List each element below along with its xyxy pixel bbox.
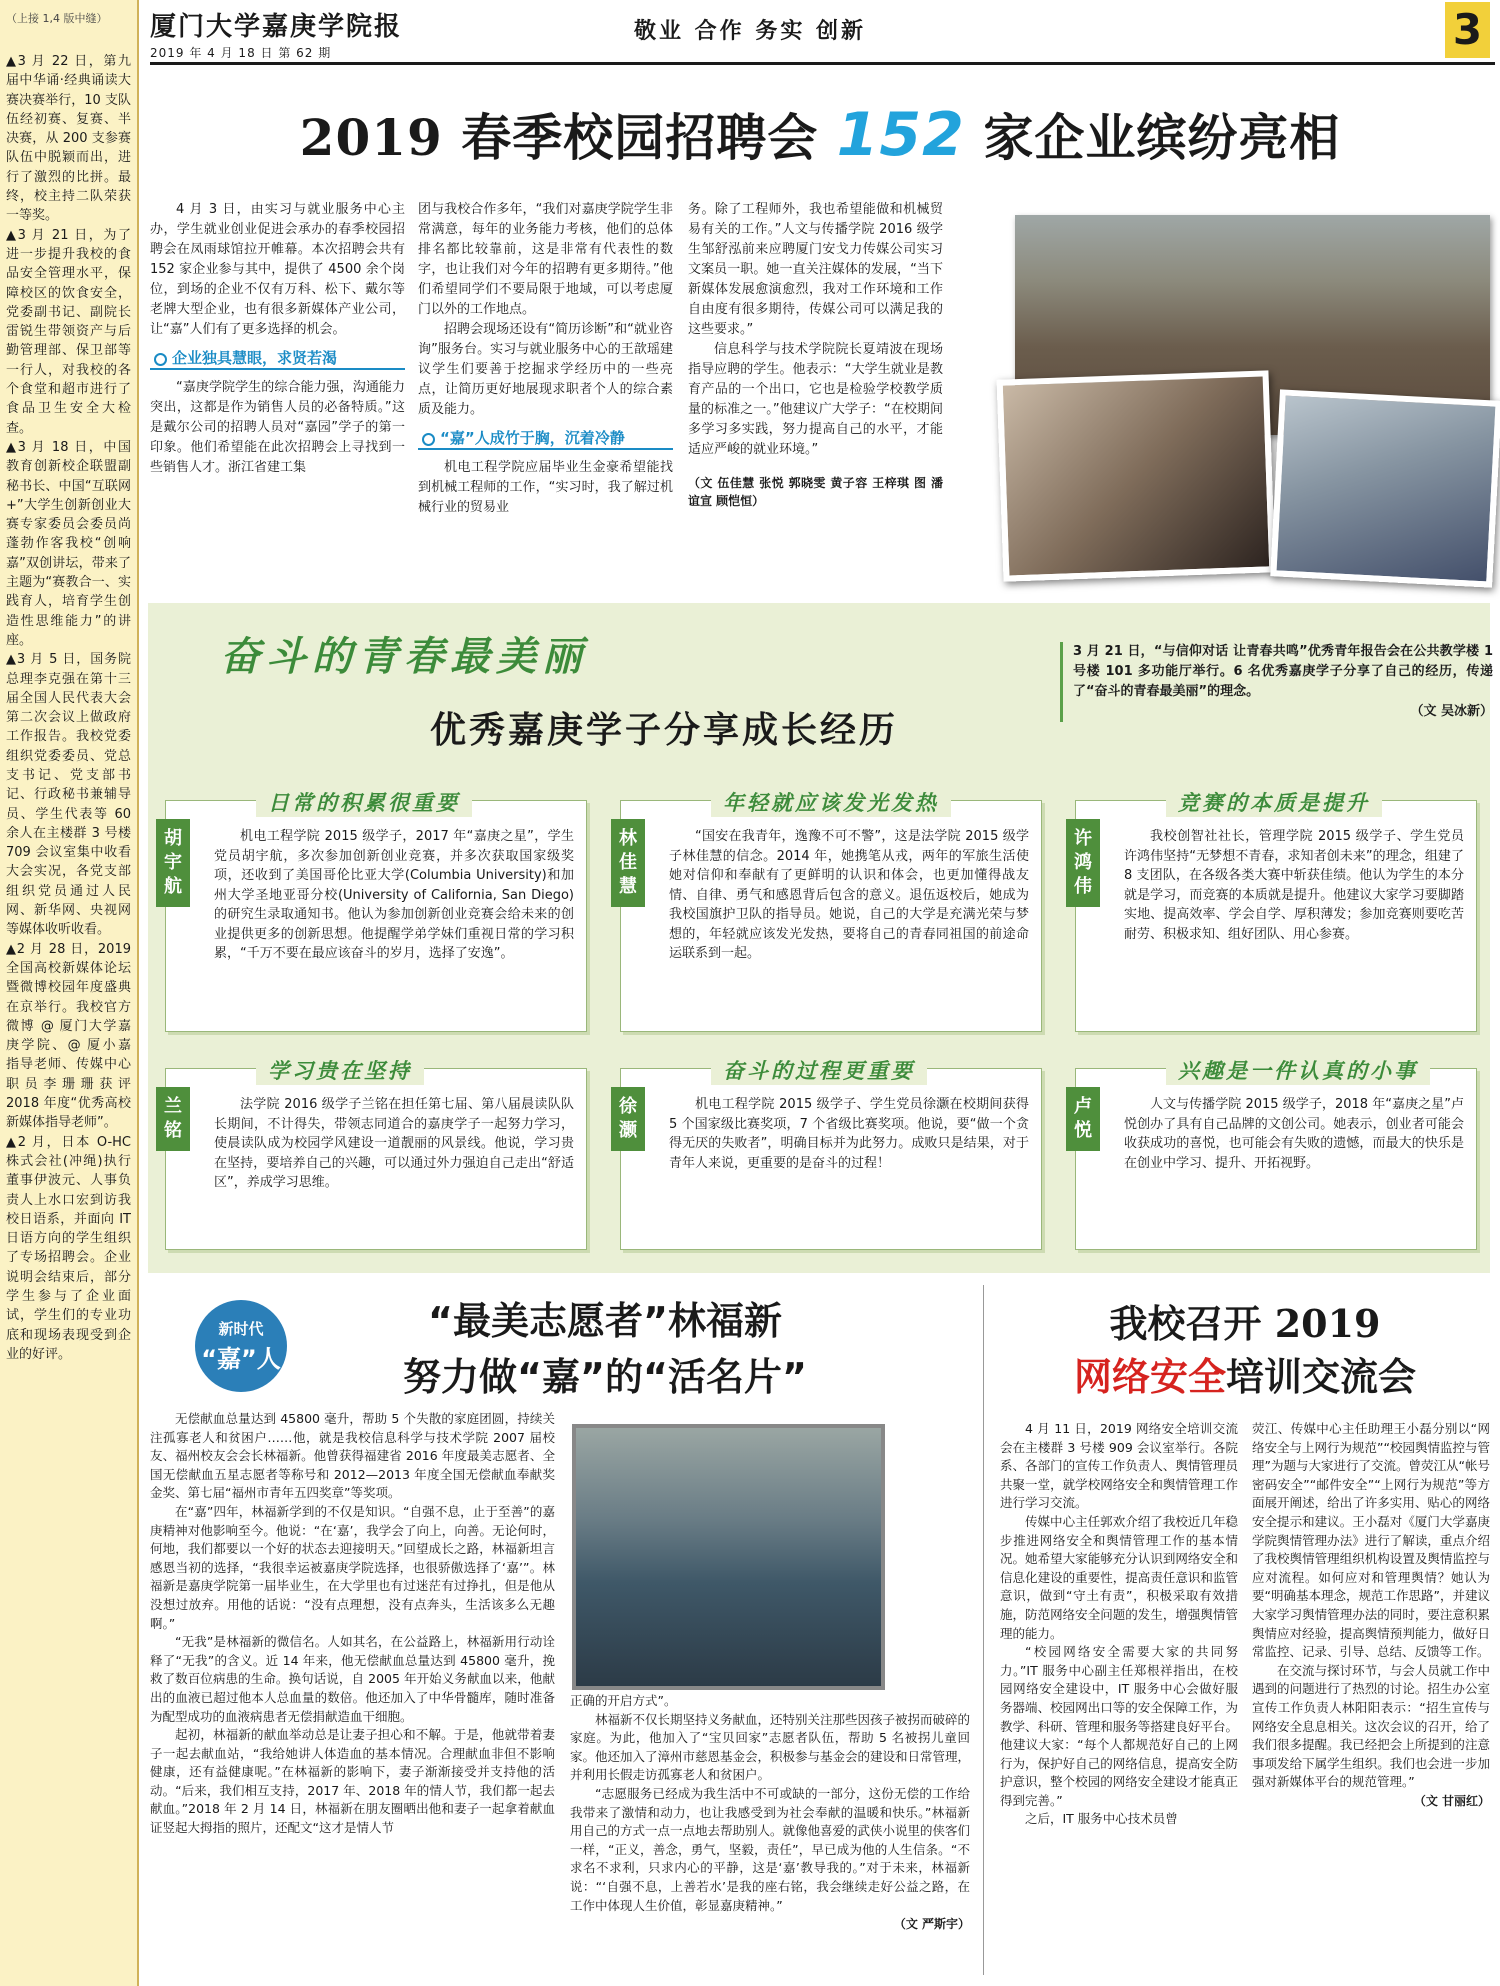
column-divider [983, 1285, 984, 1975]
brief-item: ▲3 月 21 日，为了进一步提升我校的食品安全管理水平，保障校区的饮食安全，党委副书记、副院长雷锐生带领资产与后勤管理部、保卫部等一行人，对我校的各个食堂和超市进行了食品卫生安全大检查。 [6, 227, 131, 436]
article-paragraph: 在“嘉”四年，林福新学到的不仅是知识。“自强不息，止于至善”的嘉庚精神对他影响至今。他说：“在‘嘉’，我学会了向上，向善。无论何时，何地，我们都要以一个好的状态去迎接明天。”回望成长之路，林福新坦言感恩当初的选择，“我很幸运被嘉庚学院选择，也很骄傲选择了‘嘉’”。林福新是嘉庚学院第一届毕业生，在大学里也有过迷茫有过挣扎，但是他从没想过放弃。用他的话说：“没有点理想，没有点奔头，生活该多么无趣啊。” [150, 1503, 555, 1631]
article-paragraph: 无偿献血总量达到 45800 毫升，帮助 5 个失散的家庭团圆，持续关注孤寡老人和贫困户……他，就是我校信息科学与技术学院 2007 届校友、福州校友会会长林福新。他曾获得福建省 2016 年度最美志愿者、全国无偿献血五星志愿者等称号和 2012—2013 年度全国无偿献血奉献奖金奖、第七届“福州市青年五四奖章”等奖项。 [150, 1411, 555, 1501]
job-fair-col-3 [688, 200, 943, 510]
section-subhead: 企业独具慧眼，求贤若渴 [150, 348, 405, 370]
article-paragraph: 团与我校合作多年，“我们对嘉庚学院学生非常满意，每年的业务能力考核，他们的总体排名都比较靠前，这是非常有代表性的数字，也让我们对今年的招聘有更多期待。”他们希望同学们不要局限于地域，可以考虑厦门以外的工作地点。 [418, 202, 673, 317]
article-paragraph: 荧江、传媒中心主任助理王小磊分别以“网络安全与上网行为规范”“校园舆情监控与管理”为题与大家进行了交流。曾荧江从“帐号密码安全”“邮件安全”“上网行为规范”等方面展开阐述，给出了许多实用、贴心的网络安全提示和建议。王小磊对《厦门大学嘉庚学院舆情管理办法》进行了解读，重点介绍了我校舆情管理组织机构设置及舆情监控与应对流程。如何应对和管理舆情？她认为要“明确基本理念，规范工作思路”，并建议大家学习舆情管理办法的同时，要注意积累舆情应对经验，提高舆情预判能力，做好日常监控、记录、引导、总结、反馈等工作。 [1252, 1421, 1490, 1660]
article-credit: （文 甘丽红） [1413, 1793, 1490, 1808]
profile-title: 奋斗的过程更重要 [711, 1055, 927, 1085]
blood-donation-photo [572, 1424, 885, 1690]
page-motto: 敬业 合作 务实 创新 [634, 19, 866, 44]
article-paragraph: 信息科学与技术学院院长夏靖波在现场指导应聘的学生。他表示：“大学生就业是教育产品的一个出口，它也是检验学校教学质量的标准之一。”他建议广大学子：“在校期间多学习多实践，努力提高自己的水平，才能适应严峻的就业环境。” [688, 342, 943, 457]
article-paragraph: “嘉庚学院学生的综合能力强，沟通能力突出，这都是作为销售人员的必备特质。”这是戴尔公司的招聘人员对“嘉园”学子的第一印象。他们希望能在此次招聘会上寻找到一些销售人才。浙江省建工集 [150, 380, 405, 475]
brief-item: ▲3 月 22 日，第九届中华诵·经典诵读大赛决赛举行，10 支队伍经初赛、复赛、半决赛，从 200 支参赛队伍中脱颖而出，进行了激烈的比拼。最终，校主持二队荣获一等奖。 [6, 54, 131, 224]
article-paragraph: 起初，林福新的献血举动总是让妻子担心和不解。于是，他就带着妻子一起去献血站，“我给她讲人体造血的基本情况。合理献血非但不影响健康，还有益健康呢。”在林福新的影响下，妻子渐渐接受并支持他的活动。“后来，我们相互支持，2017 年、2018 年的情人节，我们都一起去献血。”2018 年 2 月 14 日，林福新在朋友圈晒出他和妻子一起拿着献血证竖起大拇指的照片，还配文“这才是情人节 [150, 1727, 555, 1836]
brief-item: ▲2 月 28 日，2019 全国高校新媒体论坛暨微博校园年度盛典在京举行。我校官方微博 @ 厦门大学嘉庚学院、@ 厦小嘉 指导老师、传媒中心职员李珊珊获评 2018 年度“优秀高校新媒体指导老师”。 [6, 941, 131, 1131]
article-credit: （文 严斯宇） [893, 1917, 970, 1932]
profile-title: 学习贵在坚持 [256, 1055, 424, 1085]
article-paragraph: 务。除了工程师外，我也希望能做和机械贸易有关的工作。”人文与传播学院 2016 级学生邹舒泓前来应聘厦门安戈力传媒公司实习文案员一职。她一直关注媒体的发展，“当下新媒体发展愈演愈烈，我对工作环境和工作自由度有很多期待，传媒公司可以满足我的这些要求。” [688, 202, 943, 337]
network-subheadline [1000, 1346, 1490, 1401]
page-number: 3 [1445, 2, 1490, 58]
new-era-badge [195, 1300, 287, 1392]
section-subhead: “嘉”人成竹于胸，沉着冷静 [418, 428, 673, 450]
headline-part-b: 家企业缤纷亮相 [983, 108, 1341, 167]
article-paragraph: 在交流与探讨环节，与会人员就工作中遇到的问题进行了热烈的讨论。招生办公室宣传工作负责人林阳阳表示：“招生宣传与网络安全息息相关。这次会议的召开，给了我们很多提醒。我已经把会上所提到的注意事项发给下属学生组织。我们也会进一步加强对新媒体平台的规范管理。” [1252, 1662, 1490, 1790]
headline-rest: 培训交流会 [1226, 1354, 1417, 1399]
profile-card [1074, 791, 1477, 1032]
job-fair-headline [150, 98, 1490, 170]
article-paragraph: 4 月 3 日，由实习与就业服务中心主办，学生就业创业促进会承办的春季校园招聘会在凤雨球馆拉开帷幕。本次招聘会共有 152 家企业参与其中，提供了 4500 余个岗位，到场的企业不仅有万科、松下、戴尔等老牌大型企业，也有很多新媒体产业公司，让“嘉”人们有了更多选择的机会。 [150, 202, 405, 337]
youth-feature-subtitle: 优秀嘉庚学子分享成长经历 [430, 710, 899, 751]
network-col-2 [1252, 1420, 1490, 1810]
sidebar-news-briefs [6, 52, 131, 1364]
network-col-1 [1000, 1420, 1238, 1829]
profile-paragraph: 机电工程学院 2015 级学子、学生党员徐灏在校期间获得 5 个国家级比赛奖项，7 个省级比赛奖项。他说，要“做一个贪得无厌的失败者”，明确目标并为此努力。成败只是结果，对于青年人来说，更重要的是奋斗的过程！ [669, 1097, 1029, 1171]
headline-highlight: 网络安全 [1073, 1354, 1226, 1399]
profile-text [214, 827, 574, 964]
newspaper-masthead: 厦门大学嘉庚学院报 [150, 12, 403, 42]
profile-title: 兴趣是一件认真的小事 [1166, 1055, 1430, 1085]
intro-text: 3 月 21 日，“与信仰对话 让青春共鸣”优秀青年报告会在公共教学楼 1 号楼 101 多功能厅举行。6 名优秀嘉庚学子分享了自己的经历，传递了“奋斗的青春最美丽”的理念。 [1073, 644, 1493, 699]
youth-feature-title: 奋斗的青春最美丽 [220, 633, 588, 680]
article-paragraph: 正确的开启方式”。 [570, 1693, 677, 1708]
profile-paragraph: 机电工程学院 2015 级学子，2017 年“嘉庚之星”，学生党员胡宇航，多次参加创新创业竞赛，并多次获取国家级奖项，还收到了美国哥伦比亚大学(Columbia University)和加州大学圣地亚哥分校(University of California, San Diego)的研究生录取通知书。他认为参加创新创业竞赛会给未来的创业提供更多的创新思想。他提醒学弟学妹们重视日常的学习积累，“千万不要在最应该奋斗的岁月，选择了安逸”。 [214, 829, 574, 961]
article-paragraph: “无我”是林福新的微信名。人如其名，在公益路上，林福新用行动诠释了“无我”的含义。近 14 年来，他无偿献血总量达到 45800 毫升，挽救了数百位病患的生命。换句话说，自 2005 年开始义务献血以来，他献出的血液已超过他本人总血量的数倍。他还加入了中华骨髓库，随时准备为配型成功的血液病患者无偿捐献造血干细胞。 [150, 1634, 555, 1724]
profile-name: 胡宇航 [156, 819, 190, 907]
header-rule [150, 62, 1495, 65]
continuation-note: （上接 1,4 版中缝） [6, 12, 108, 25]
volunteer-headline: “最美志愿者”林福新 [428, 1299, 782, 1343]
network-headline: 我校召开 2019 [1109, 1301, 1381, 1346]
badge-main-text: “嘉”人 [201, 1345, 281, 1373]
profile-card [164, 1059, 587, 1250]
profile-paragraph: 人文与传播学院 2015 级学子，2018 年“嘉庚之星”卢悦创办了具有自己品牌的文创公司。她表示，创业者可能会收获成功的喜悦，也可能会有失败的遗憾，而最大的快乐是在创业中学习、提升、开拓视野。 [1124, 1097, 1464, 1171]
profile-text [1124, 1095, 1464, 1173]
volunteer-col-right [570, 1692, 970, 1933]
profile-text [1124, 827, 1464, 944]
article-paragraph: 传媒中心主任郭欢介绍了我校近几年稳步推进网络安全和舆情管理工作的基本情况。她希望大家能够充分认识到网络安全和信息化建设的重要性，提高责任意识和监管意识，做到“守土有责”，积极采取有效措施，防范网络安全问题的发生，增强舆情管理的能力。 [1000, 1513, 1238, 1641]
job-interview-photo [997, 370, 1276, 581]
article-paragraph: 机电工程学院应届毕业生金豪希望能找到机械工程师的工作，“实习时，我了解过机械行业的贸易业 [418, 460, 673, 515]
article-paragraph: 4 月 11 日，2019 网络安全培训交流会在主楼群 3 号楼 909 会议室举行。各院系、各部门的宣传工作负责人、舆情管理员共聚一堂，就学校网络安全和舆情管理工作进行学习交流。 [1000, 1421, 1238, 1511]
profile-title: 年轻就应该发光发热 [711, 787, 951, 817]
article-paragraph: “志愿服务已经成为我生活中不可或缺的一部分，这份无偿的工作给我带来了激情和动力，也让我感受到为社会奉献的温暖和快乐。”林福新用自己的方式一点一点地去帮助别人。就像他喜爱的武侠小说里的侠客们一样，“正义，善念，勇气，坚毅，责任”，早已成为他的人生信条。“不求名不求利，只求内心的平静，这是‘嘉’教导我的。”对于未来，林福新说：“‘自强不息，上善若水’是我的座右铭，我会继续走好公益之路，在工作中体现人生价值，彰显嘉庚精神。” [570, 1785, 971, 1913]
profile-paragraph: 法学院 2016 级学子兰铭在担任第七届、第八届晨读队队长期间，不计得失，带领志同道合的嘉庚学子一起努力学习，使晨读队成为校园学风建设一道靓丽的风景线。他说，学习贵在坚持，要培养自己的兴趣，可以通过外力强迫自己走出“舒适区”，养成学习思维。 [214, 1097, 574, 1190]
profile-paragraph: “国安在我青年，逸豫不可不警”，这是法学院 2015 级学子林佳慧的信念。2014 年，她携笔从戎，两年的军旅生活使她对信仰和奉献有了更鲜明的认识和体会，也更加懂得战友情、自律、勇气和感恩背后包含的意义。退伍返校后，她成为我校国旗护卫队的指导员。她说，自己的大学是充满光荣与梦想的，年轻就应该发光发热，要将自己的青春同祖国的前途命运联系到一起。 [669, 829, 1029, 961]
profile-name: 兰铭 [156, 1087, 190, 1151]
article-credit: （文 伍佳慧 张悦 郭晓雯 黄子容 王梓琪 图 潘谊宣 顾恺恒） [688, 476, 943, 508]
youth-feature-intro [1060, 642, 1493, 722]
profile-paragraph: 我校创智社社长，管理学院 2015 级学子、学生党员许鸿伟坚持“无梦想不青春，求知者创未来”的理念，组建了 8 支团队，在各级各类大赛中斩获佳绩。他认为学生的本分就是学习，而竞赛的本质就是提升。他建议大家学习要脚踏实地、提高效率、学会自学、厚积薄发；参加竞赛则要吃苦耐劳、积极求知、组好团队、用心参赛。 [1124, 829, 1464, 942]
brief-item: ▲2 月，日本 O-HC 株式会社(冲绳)执行董事伊波元、人事负责人上水口宏到访我校日语系，并面向 IT 日语方向的学生组织了专场招聘会。企业说明会结束后，部分学生参与了企业面试，学生们的专业功底和现场表现受到企业的好评。 [6, 1134, 131, 1362]
volunteer-col-left [150, 1410, 555, 1838]
profile-text [669, 827, 1029, 964]
intro-credit: （文 吴冰新） [1410, 704, 1493, 719]
article-paragraph: “校园网络安全需要大家的共同努力。”IT 服务中心副主任郑根祥指出，在校园网络安全建设中，IT 服务中心会做好服务器端、校园网出口等的安全保障工作，为教学、科研、管理和服务等搭建良好平台。他建议大家：“每个人都规范好自己的上网行为，保护好自己的网络信息，提高安全防护意识，整个校园的网络安全建设才能真正得到完善。” [1000, 1644, 1238, 1808]
job-fair-crowd-photo [1270, 389, 1500, 587]
profile-card [619, 791, 1042, 1032]
profile-text [669, 1095, 1029, 1173]
sidebar-divider [137, 0, 139, 1986]
profile-title: 竞赛的本质是提升 [1166, 787, 1382, 817]
brief-item: ▲3 月 18 日，中国教育创新校企联盟副秘书长、中国“互联网+”大学生创新创业大赛专家委员会委员尚蓬勃作客我校“创响嘉”双创讲坛，带来了主题为“赛教合一、实践育人，培育学生创造性思维能力”的讲座。 [6, 439, 131, 648]
badge-top-text: 新时代 [218, 1320, 264, 1338]
headline-number: 152 [836, 100, 965, 170]
profile-name: 林佳慧 [611, 819, 645, 907]
profile-card [1074, 1059, 1477, 1250]
issue-date: 2019 年 4 月 18 日 第 62 期 [150, 46, 332, 60]
article-paragraph: 招聘会现场还设有“简历诊断”和“就业咨询”服务台。实习与就业服务中心的王歆瑶建议学生们要善于挖掘求学经历中的一些亮点，让简历更好地展现求职者个人的综合素质及能力。 [418, 322, 673, 417]
brief-item: ▲3 月 5 日，国务院总理李克强在第十三届全国人民代表大会第二次会议上做政府工作报告。我校党委组织党委委员、党总支书记、党支部书记、行政秘书兼辅导员、学生代表等 60 余人在主楼群 3 号楼 709 会议室集中收看大会实况，各党支部组织党员通过人民网、新华网、央视网等媒体收听收看。 [6, 652, 131, 938]
volunteer-subheadline: 努力做“嘉”的“活名片” [403, 1355, 807, 1399]
profile-name: 徐灏 [611, 1087, 645, 1151]
profile-card [619, 1059, 1042, 1250]
profile-title: 日常的积累很重要 [256, 787, 472, 817]
article-paragraph: 林福新不仅长期坚持义务献血，还特别关注那些因孩子被拐而破碎的家庭。为此，他加入了“宝贝回家”志愿者队伍，帮助 5 名被拐儿童回家。他还加入了漳州市慈恩基金会，积极参与基金会的建设和日常管理，并利用长假走访孤寡老人和贫困户。 [570, 1711, 971, 1783]
job-fair-col-1 [150, 200, 405, 478]
job-fair-col-2 [418, 200, 673, 518]
profile-text [214, 1095, 574, 1193]
profile-card [164, 791, 587, 1032]
headline-part-a: 2019 春季校园招聘会 [299, 108, 819, 167]
profile-name: 卢悦 [1066, 1087, 1100, 1151]
article-paragraph: 之后，IT 服务中心技术员曾 [1025, 1811, 1178, 1827]
profile-name: 许鸿伟 [1066, 819, 1100, 907]
